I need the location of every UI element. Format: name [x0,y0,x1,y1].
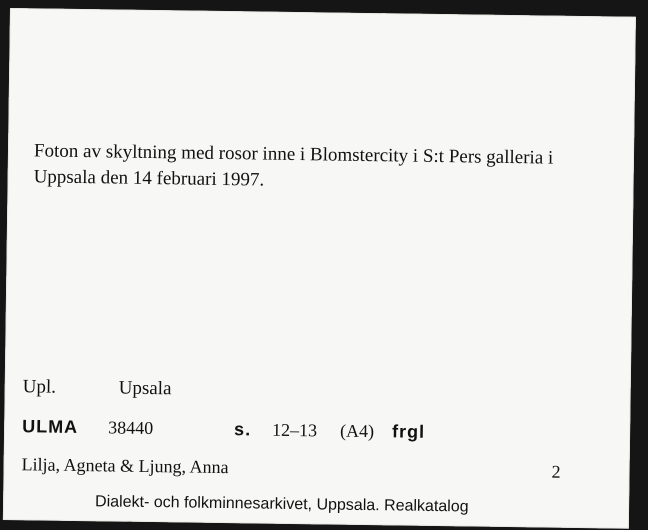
authors: Lilja, Agneta & Ljung, Anna [21,454,229,478]
authors-row [21,454,582,482]
archive-number: 38440 [108,417,154,439]
archive-footer: Dialekt- och folkminnesarkivet, Uppsala. Realkatalog [94,493,469,516]
pages-range: 12–13 [271,419,318,441]
description-text: Foton av skyltning med rosor inne i Blomstercity i S:t Pers galleria i Uppsala den 14 februari 1997. [33,140,554,191]
catalog-card [3,8,636,529]
province-code: Upl. [22,376,57,398]
color-code: frgl [391,421,426,442]
archive-code: ULMA [22,416,79,437]
pages-label: s. [234,419,252,440]
format-label: (A4) [339,420,375,442]
item-count: 2 [551,461,561,482]
place-name: Upsala [118,377,172,400]
